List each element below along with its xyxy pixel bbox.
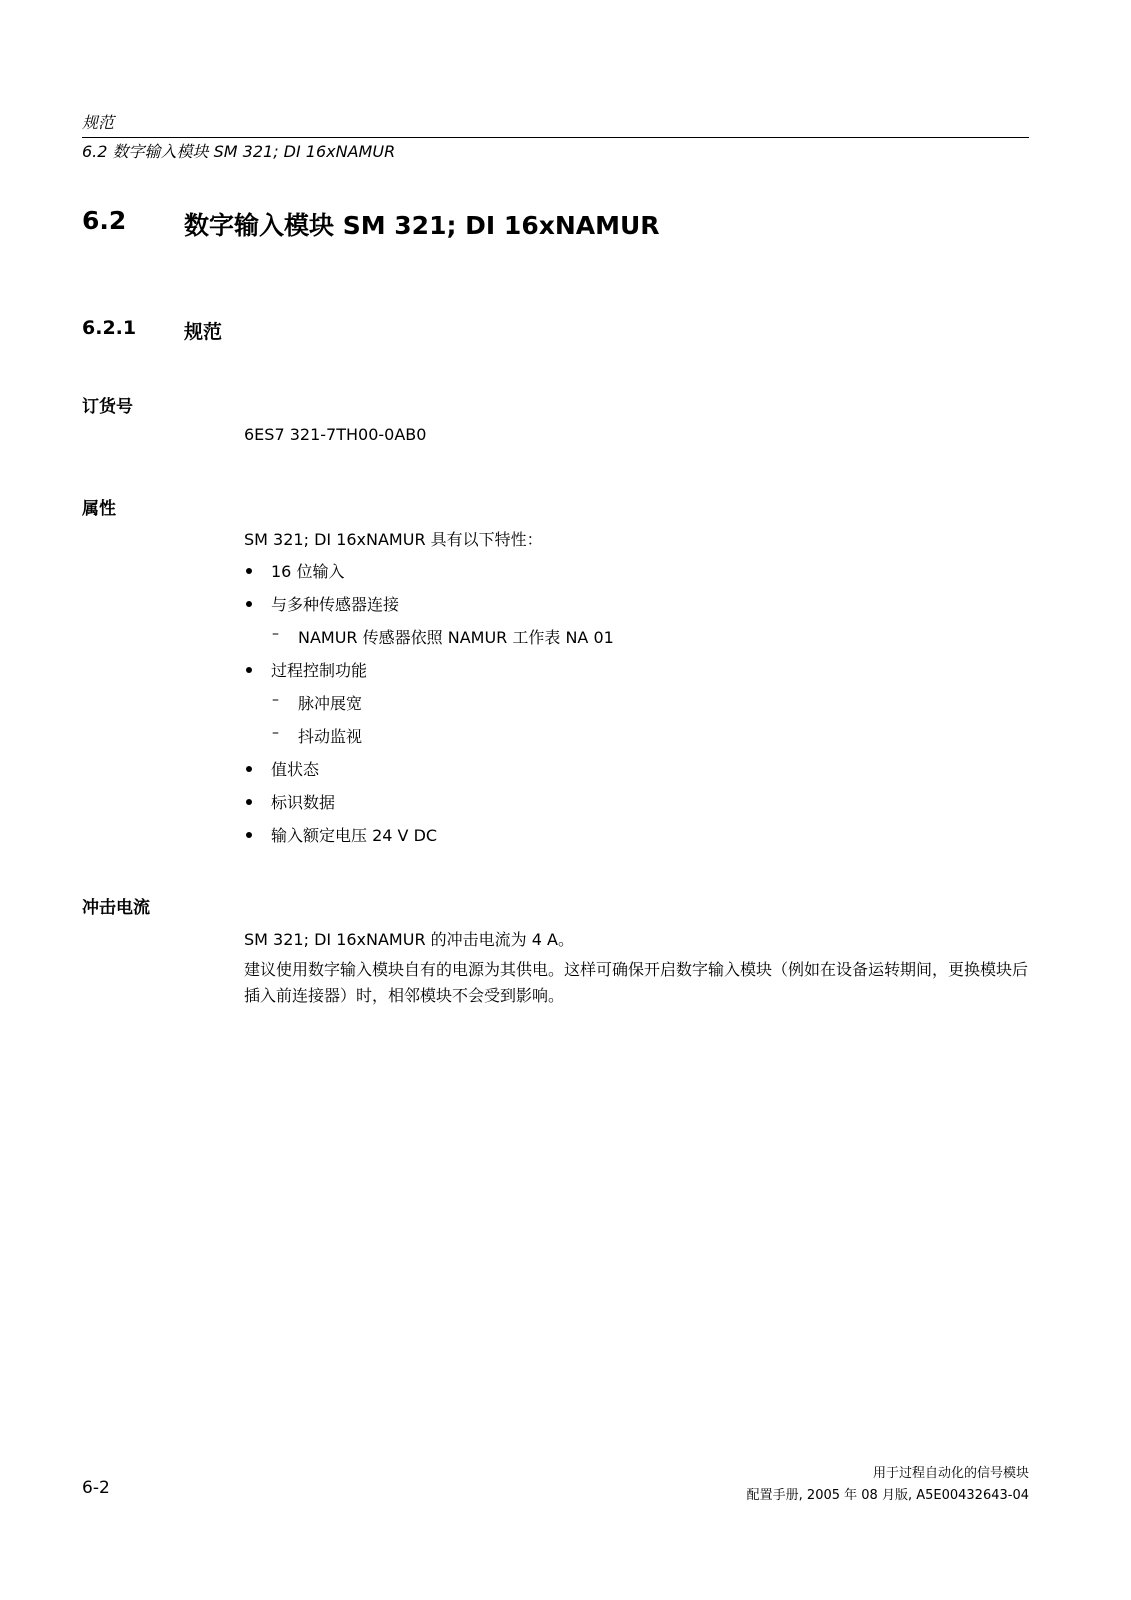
subsection-title: 规范: [184, 321, 223, 343]
bullet-icon: [246, 667, 252, 673]
bullet-icon: [246, 832, 252, 838]
list-item-text: 输入额定电压 24 V DC: [271, 826, 438, 845]
footer-edition: 配置手册, 2005 年 08 月版, A5E00432643-04: [746, 1488, 1029, 1503]
sub-list-item-text: NAMUR 传感器依照 NAMUR 工作表 NA 01: [298, 628, 614, 647]
list-item-text: 过程控制功能: [271, 661, 368, 680]
properties-intro: SM 321; DI 16xNAMUR 具有以下特性：: [244, 530, 543, 549]
dash-icon: –: [272, 692, 279, 708]
bullet-icon: [246, 799, 252, 805]
footer-title: 用于过程自动化的信号模块: [872, 1466, 1029, 1481]
bullet-icon: [246, 766, 252, 772]
dash-icon: –: [272, 725, 279, 741]
inrush-heading: 冲击电流: [82, 898, 150, 918]
bullet-icon: [246, 601, 252, 607]
dash-icon: –: [272, 626, 279, 642]
inrush-value-text: SM 321; DI 16xNAMUR 的冲击电流为 4 A。: [244, 930, 574, 949]
header-divider: [82, 137, 1029, 138]
properties-heading: 属性: [82, 499, 116, 519]
inrush-recommendation: 建议使用数字输入模块自有的电源为其供电。这样可确保开启数字输入模块（例如在设备运转期间，更换模块后插入前连接器）时，相邻模块不会受到影响。: [244, 960, 1029, 1005]
section-title: 数字输入模块 SM 321; DI 16xNAMUR: [184, 211, 660, 240]
list-item-text: 16 位输入: [271, 562, 345, 581]
list-item-text: 与多种传感器连接: [271, 595, 400, 614]
list-item-text: 标识数据: [271, 793, 336, 812]
subsection-number: 6.2.1: [82, 317, 137, 339]
bullet-icon: [246, 568, 252, 574]
section-number: 6.2: [82, 206, 127, 235]
running-header-section: 6.2 数字输入模块 SM 321; DI 16xNAMUR: [82, 142, 396, 161]
running-header-chapter: 规范: [82, 113, 115, 132]
sub-list-item-text: 抖动监视: [298, 727, 363, 746]
order-number-value: 6ES7 321-7TH00-0AB0: [244, 425, 427, 444]
order-number-heading: 订货号: [82, 397, 133, 417]
sub-list-item-text: 脉冲展宽: [298, 694, 363, 713]
page-number: 6-2: [82, 1478, 110, 1498]
list-item-text: 值状态: [271, 760, 320, 779]
